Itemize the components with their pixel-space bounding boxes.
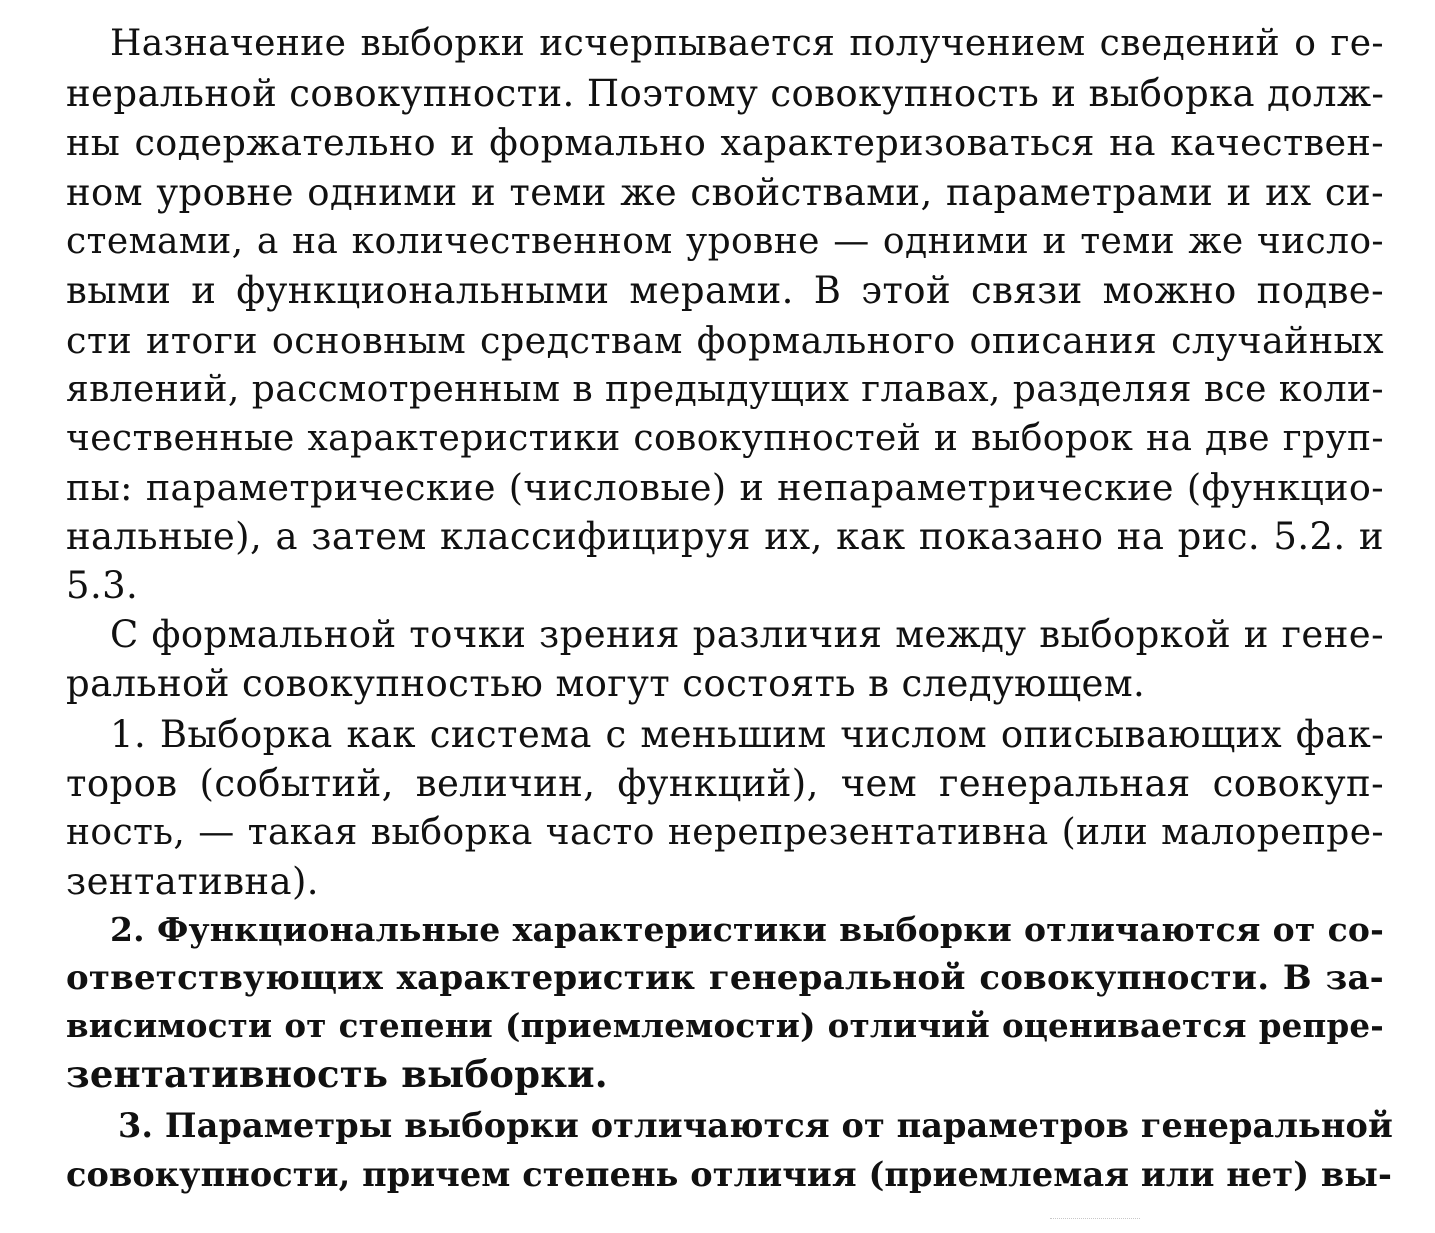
list-item-line: совокупности, причем степень отличия (приемлемая или нет) вы- [66, 1155, 1392, 1194]
text-line: 5.3. [66, 564, 139, 607]
text-line: ном уровне одними и теми же свойствами, параметрами и их си- [66, 171, 1384, 214]
text-line: ральной совокупностью могут состоять в следующем. [66, 662, 1146, 705]
list-item-line: зентативность выборки. [66, 1052, 608, 1096]
text-line: С формальной точки зрения различия между выборкой и гене- [110, 613, 1384, 656]
scan-noise [1050, 1218, 1140, 1222]
text-line: пы: параметрические (числовые) и непараметрические (функцио- [66, 466, 1384, 509]
text-line: Назначение выборки исчерпывается получением сведений о ге- [110, 23, 1384, 64]
list-item-line: зентативна). [66, 860, 319, 903]
list-item-line: торов (событий, величин, функций), чем генеральная совокуп- [66, 762, 1384, 805]
text-line: явлений, рассмотренным в предыдущих главах, разделяя все коли- [66, 369, 1384, 410]
list-item-line: 1. Выборка как система с меньшим числом описывающих фак- [110, 713, 1384, 756]
list-item-line: ность, — такая выборка часто нерепрезентативна (или малорепре- [66, 812, 1384, 853]
text-line: неральной совокупности. Поэтому совокупность и выборка долж- [66, 72, 1385, 115]
text-line: ны содержательно и формально характеризоваться на качествен- [66, 121, 1384, 164]
text-line: чественные характеристики совокупностей и выборок на две груп- [66, 418, 1384, 459]
list-item-line: ответствующих характеристик генеральной совокупности. В за- [66, 958, 1384, 998]
text-line: стемами, а на количественном уровне — одними и теми же числo- [66, 221, 1384, 262]
list-item-line: висимости от степени (приемлемости) отличий оценивается репре- [66, 1006, 1384, 1045]
text-line: сти итоги основным средствам формального описания случайных [66, 319, 1384, 362]
text-line: выми и функциональными мерами. В этой связи можно подве- [66, 269, 1384, 312]
list-item-line: 3. Параметры выборки отличаются от параметров генеральной [118, 1106, 1393, 1145]
text-line: нальные), а затем классифицируя их, как показано на рис. 5.2. и [66, 515, 1384, 558]
list-item-line: 2. Функциональные характеристики выборки отличаются от со- [110, 910, 1384, 949]
